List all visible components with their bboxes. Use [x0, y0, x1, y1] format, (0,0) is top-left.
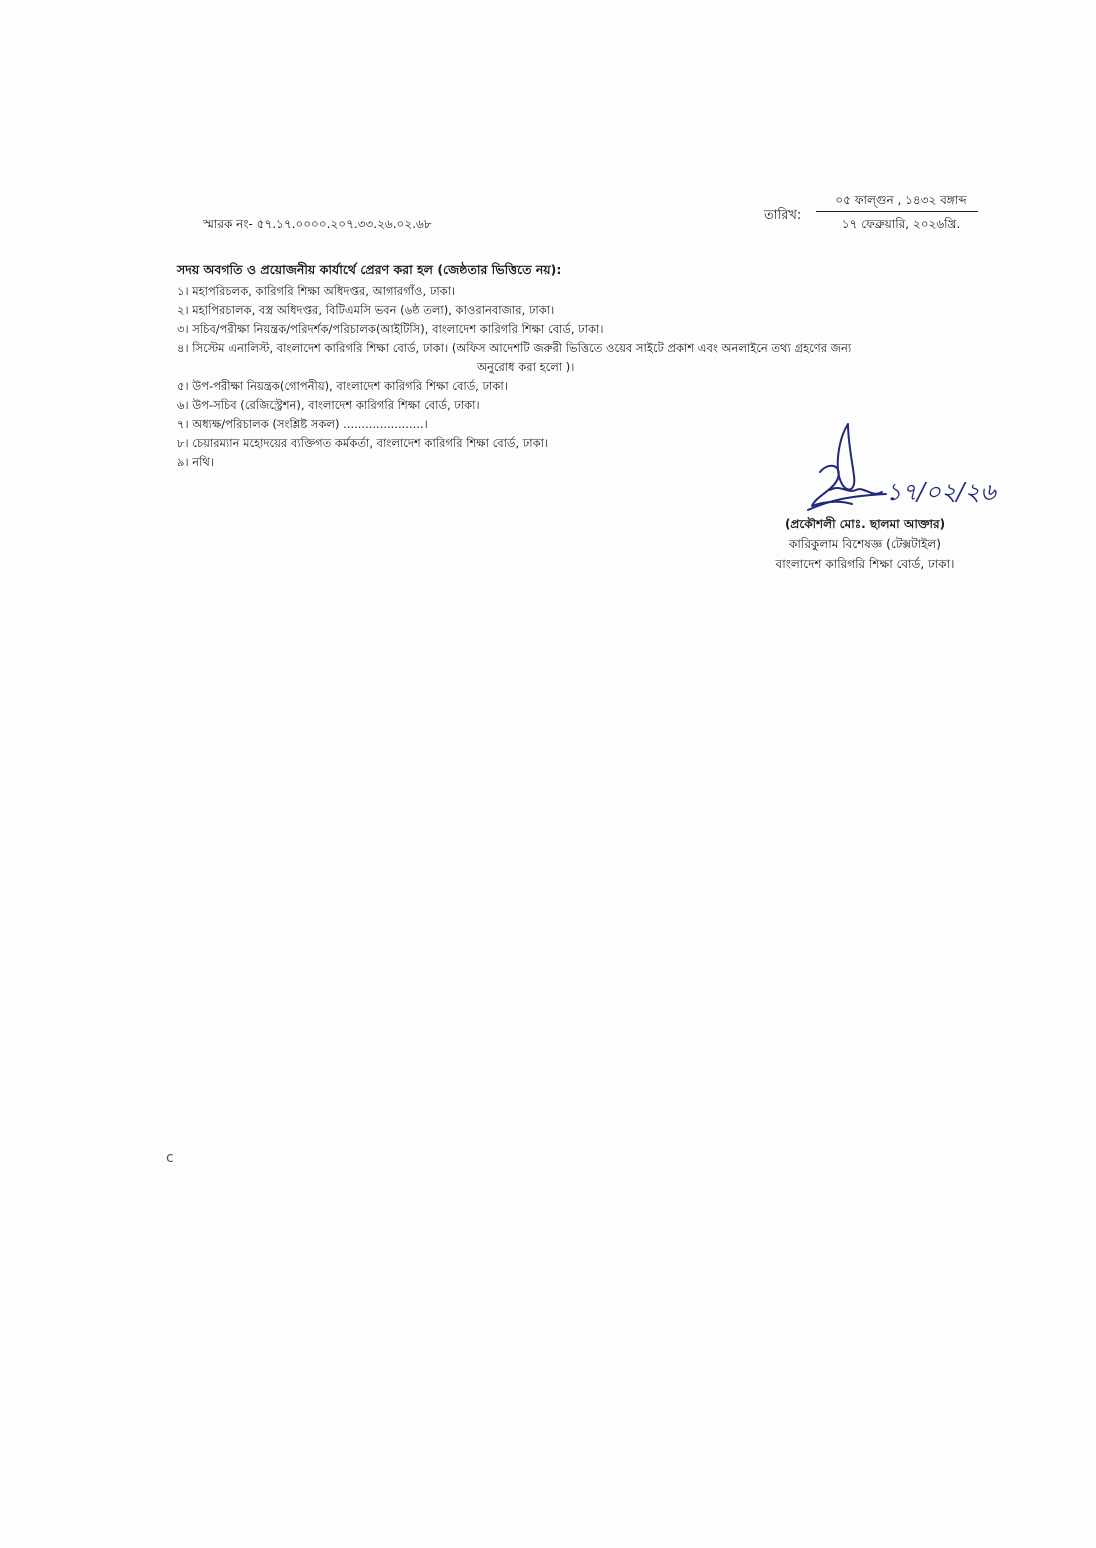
date-block	[764, 192, 984, 242]
list-item	[177, 301, 977, 320]
list-item-text: ৮। চেয়ারম্যান মহোদয়ের ব্যক্তিগত কর্মকর্তা, বাংলাদেশ কারিগরি শিক্ষা বোর্ড, ঢাকা।	[177, 436, 549, 450]
signatory-title: কারিকুলাম বিশেষজ্ঞ (টেক্সটাইল)	[789, 537, 941, 551]
signature-date: ১৭/০২/২৬	[886, 478, 996, 506]
list-item-text: ৭। অধ্যক্ষ/পরিচালক (সংশ্লিষ্ট সকল) ......................।	[177, 417, 428, 431]
distribution-heading: সদয় অবগতি ও প্রয়োজনীয় কার্যার্থে প্রেরণ করা হল (জেষ্ঠতার ভিত্তিতে নয়):	[177, 262, 562, 277]
list-item-text: ৩। সচিব/পরীক্ষা নিয়ন্ত্রক/পরিদর্শক/পরিচালক(আইটিসি), বাংলাদেশ কারিগরি শিক্ষা বোর্ড, ঢাকা।	[177, 322, 604, 336]
date-bangla: ০৫ ফাল্গুন , ১৪৩২ বঙ্গাব্দ	[835, 193, 967, 207]
date-label: তারিখ:	[764, 208, 802, 223]
signatory-block	[740, 514, 990, 574]
list-item	[177, 320, 977, 339]
list-item-text: ৬। উপ-সচিব (রেজিস্ট্রেশন), বাংলাদেশ কারিগরি শিক্ষা বোর্ড, ঢাকা।	[177, 398, 480, 412]
stray-mark: c	[166, 1150, 174, 1166]
list-item-continuation: অনুরোধ করা হলো )।	[477, 360, 575, 374]
list-item-text: ১। মহাপরিচলক, কারিগরি শিক্ষা অধিদপ্তর, আগারগাঁও, ঢাকা।	[177, 284, 456, 298]
date-divider	[816, 211, 978, 212]
list-item-text: ৯। নথি।	[177, 455, 214, 469]
memo-number: স্মারক নং- ৫৭.১৭.০০০০.২০৭.৩৩.২৬.০২.৬৮	[203, 217, 432, 231]
list-item	[177, 339, 977, 377]
handwritten-signature	[790, 420, 996, 520]
date-gregorian: ১৭ ফেব্রুয়ারি, ২০২৬খ্রি.	[841, 217, 961, 231]
list-item-text: ৫। উপ-পরীক্ষা নিয়ন্ত্রক(গোপনীয়), বাংলাদেশ কারিগরি শিক্ষা বোর্ড, ঢাকা।	[177, 379, 508, 393]
signatory-organization: বাংলাদেশ কারিগরি শিক্ষা বোর্ড, ঢাকা।	[775, 557, 955, 571]
list-item-text: ৪। সিস্টেম এনালিস্ট, বাংলাদেশ কারিগরি শিক্ষা বোর্ড, ঢাকা। (অফিস আদেশটি জরুরী ভিত্তিতে ওয়েব সাইটে প্রকাশ এবং অনলাইনে তথ্য গ্রহণের জন্য	[177, 341, 852, 355]
list-item	[177, 377, 977, 396]
signatory-name: (প্রকৌশলী মোঃ. ছালমা আক্তার)	[784, 517, 946, 531]
list-item	[177, 282, 977, 301]
list-item-text: ২। মহাপিরচালক, বস্ত্র অধিদপ্তর, বিটিএমসি ভবন (৬ষ্ঠ তলা), কাওরানবাজার, ঢাকা।	[177, 303, 555, 317]
list-item	[177, 396, 977, 415]
